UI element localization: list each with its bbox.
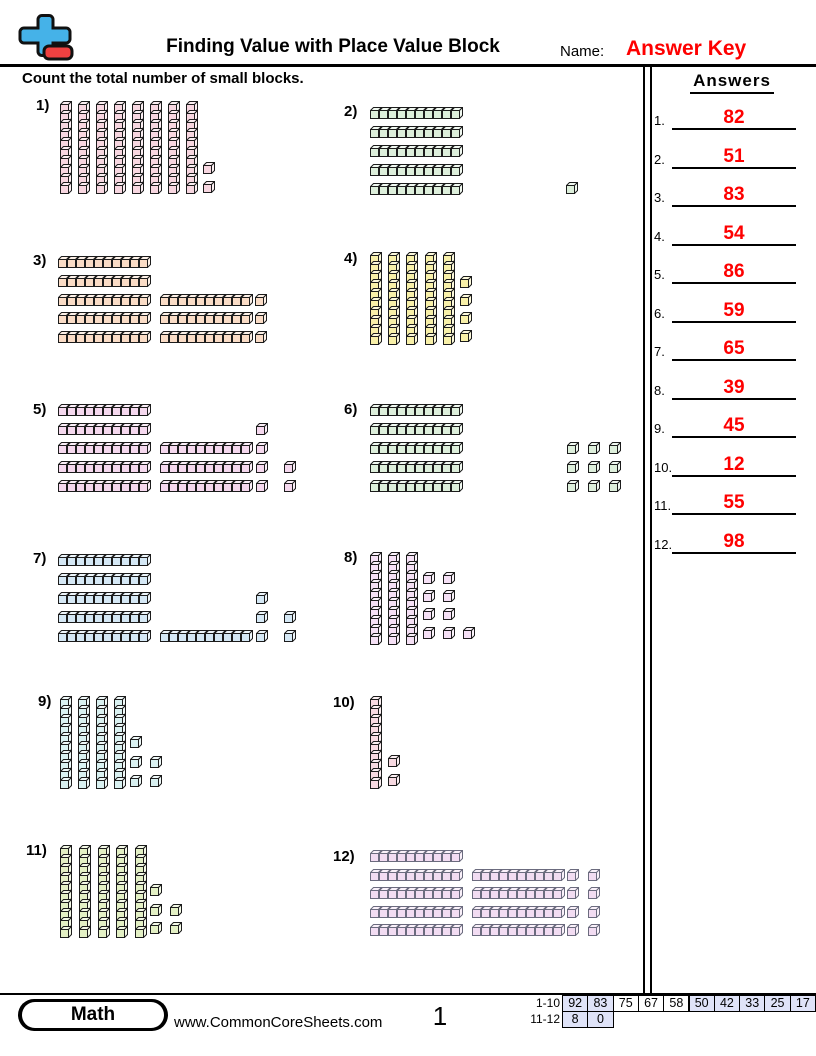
ones-cube: [460, 294, 472, 306]
ones-cube: [284, 480, 296, 492]
answer-row-7: [654, 333, 796, 361]
answer-value: 45: [723, 415, 745, 436]
answer-number: 7.: [654, 344, 665, 359]
answer-value: 82: [723, 107, 745, 128]
answer-row-6: [654, 295, 796, 323]
tens-rod: [116, 845, 128, 938]
ones-cube: [423, 608, 435, 620]
tens-rod: [160, 461, 253, 473]
ones-cube: [130, 756, 142, 768]
tens-rod: [58, 404, 151, 416]
ones-cube: [256, 630, 268, 642]
tens-rod: [370, 164, 463, 176]
tens-rod: [388, 252, 400, 345]
tens-rod: [78, 696, 90, 789]
ones-cube: [130, 775, 142, 787]
problem-number: 3): [33, 252, 47, 269]
ones-cube: [443, 627, 455, 639]
ones-cube: [150, 775, 162, 787]
answer-value: 51: [723, 145, 745, 167]
tens-rod: [60, 845, 72, 938]
tens-rod: [114, 696, 126, 789]
tens-rod: [370, 404, 463, 416]
tens-rod: [160, 294, 253, 306]
ones-cube: [150, 922, 162, 934]
tens-rod: [370, 850, 463, 862]
tens-rod: [370, 906, 463, 918]
tens-rod: [58, 461, 151, 473]
ones-cube: [567, 906, 579, 918]
tens-rod: [370, 887, 463, 899]
score-row-label: 11-12: [530, 1012, 560, 1026]
tens-rod: [160, 312, 253, 324]
score-cell: 83: [587, 995, 613, 1012]
answer-value: 65: [723, 338, 745, 359]
tens-rod: [58, 611, 151, 623]
tens-rod: [443, 252, 455, 345]
tens-rod: [58, 592, 151, 604]
ones-cube: [443, 590, 455, 602]
answer-value: 54: [723, 222, 745, 244]
ones-cube: [170, 904, 182, 916]
plus-minus-logo: [16, 14, 78, 67]
tens-rod: [370, 461, 463, 473]
ones-cube: [388, 755, 400, 767]
ones-cube: [284, 611, 296, 623]
ones-cube: [460, 330, 472, 342]
answer-value: 55: [723, 492, 745, 513]
ones-cube: [463, 627, 475, 639]
ones-cube: [443, 572, 455, 584]
tens-rod: [472, 924, 565, 936]
tens-rod: [160, 331, 253, 343]
problem-number: 11): [26, 842, 47, 859]
tens-rod: [58, 554, 151, 566]
tens-rod: [58, 275, 151, 287]
answer-number: 1.: [654, 113, 665, 128]
answer-number: 3.: [654, 190, 665, 205]
ones-cube: [256, 480, 268, 492]
ones-cube: [567, 887, 579, 899]
ones-cube: [255, 312, 267, 324]
tens-rod: [135, 845, 147, 938]
tens-rod: [160, 442, 253, 454]
problem-number: 5): [33, 401, 47, 418]
problem-number: 1): [36, 97, 50, 114]
tens-rod: [406, 252, 418, 345]
ones-cube: [588, 442, 600, 454]
score-cell: 42: [714, 995, 740, 1012]
ones-cube: [388, 774, 400, 786]
problem-number: 9): [38, 693, 52, 710]
tens-rod: [370, 423, 463, 435]
tens-rod: [370, 145, 463, 157]
answers-heading: Answers: [652, 71, 812, 94]
answer-row-10: [654, 449, 796, 477]
tens-rod: [58, 294, 151, 306]
tens-rod: [472, 869, 565, 881]
tens-rod: [150, 101, 162, 194]
ones-cube: [256, 592, 268, 604]
ones-cube: [443, 608, 455, 620]
answer-row-4: [654, 218, 796, 246]
tens-rod: [370, 924, 463, 936]
score-cell: 67: [638, 995, 664, 1012]
ones-cube: [567, 461, 579, 473]
answer-number: 8.: [654, 382, 665, 398]
answer-number: 2.: [654, 151, 665, 167]
problem-number: 12): [333, 848, 355, 865]
answer-value: 39: [723, 376, 745, 398]
answer-row-11: [654, 487, 796, 515]
ones-cube: [150, 756, 162, 768]
answer-row-8: [654, 372, 796, 400]
ones-cube: [423, 590, 435, 602]
ones-cube: [588, 461, 600, 473]
answers-divider: [643, 67, 652, 993]
score-cell: 92: [562, 995, 588, 1012]
tens-rod: [370, 252, 382, 345]
ones-cube: [150, 904, 162, 916]
answer-value: 86: [723, 261, 745, 282]
ones-cube: [588, 480, 600, 492]
tens-rod: [60, 101, 72, 194]
problem-number: 6): [344, 401, 358, 418]
ones-cube: [256, 423, 268, 435]
answer-row-1: [654, 102, 796, 130]
problem-number: 4): [344, 250, 358, 267]
problem-number: 2): [344, 103, 358, 120]
ones-cube: [567, 869, 579, 881]
ones-cube: [284, 461, 296, 473]
ones-cube: [255, 331, 267, 343]
tens-rod: [60, 696, 72, 789]
answer-value: 83: [723, 184, 745, 205]
header-rule: [0, 64, 816, 67]
ones-cube: [588, 887, 600, 899]
tens-rod: [370, 183, 463, 195]
answer-number: 5.: [654, 267, 665, 282]
answer-row-12: [654, 526, 796, 554]
problem-number: 8): [344, 549, 358, 566]
ones-cube: [423, 627, 435, 639]
ones-cube: [567, 480, 579, 492]
ones-cube: [609, 442, 621, 454]
ones-cube: [567, 924, 579, 936]
score-cell: 17: [790, 995, 816, 1012]
tens-rod: [186, 101, 198, 194]
website-text: www.CommonCoreSheets.com: [174, 1014, 383, 1031]
ones-cube: [256, 442, 268, 454]
tens-rod: [370, 696, 382, 789]
score-row-label: 1-10: [535, 996, 560, 1010]
tens-rod: [114, 101, 126, 194]
ones-cube: [170, 922, 182, 934]
tens-rod: [168, 101, 180, 194]
tens-rod: [406, 552, 418, 645]
answer-row-3: [654, 179, 796, 207]
ones-cube: [566, 182, 578, 194]
problem-number: 10): [333, 694, 355, 711]
tens-rod: [58, 312, 151, 324]
name-label: Name:: [560, 43, 605, 60]
answer-value: 98: [723, 530, 745, 552]
ones-cube: [150, 884, 162, 896]
tens-rod: [58, 423, 151, 435]
ones-cube: [203, 181, 215, 193]
ones-cube: [255, 294, 267, 306]
answer-number: 6.: [654, 305, 665, 321]
tens-rod: [370, 442, 463, 454]
answer-value: 12: [723, 453, 745, 475]
page-number: 1: [432, 1001, 448, 1031]
ones-cube: [609, 461, 621, 473]
ones-cube: [284, 630, 296, 642]
tens-rod: [370, 552, 382, 645]
answer-number: 11.: [654, 498, 672, 513]
subject-badge: [18, 999, 168, 1031]
ones-cube: [567, 442, 579, 454]
tens-rod: [132, 101, 144, 194]
score-cell: 0: [587, 1011, 613, 1028]
answer-number: 10.: [654, 459, 673, 475]
ones-cube: [460, 276, 472, 288]
answer-number: 12.: [654, 536, 673, 552]
tens-rod: [370, 107, 463, 119]
answer-key-text: Answer Key: [626, 37, 747, 60]
ones-cube: [588, 906, 600, 918]
ones-cube: [588, 869, 600, 881]
ones-cube: [588, 924, 600, 936]
ones-cube: [256, 611, 268, 623]
ones-cube: [609, 480, 621, 492]
score-cell: 58: [663, 995, 689, 1012]
tens-rod: [58, 331, 151, 343]
ones-cube: [203, 162, 215, 174]
tens-rod: [96, 101, 108, 194]
problem-number: 7): [33, 550, 47, 567]
tens-rod: [58, 442, 151, 454]
logo-minus-bar: [44, 46, 72, 59]
score-cell: 33: [739, 995, 765, 1012]
score-cell: 50: [689, 995, 715, 1012]
tens-rod: [472, 887, 565, 899]
answer-value: 59: [723, 299, 745, 321]
tens-rod: [370, 869, 463, 881]
answer-row-2: [654, 141, 796, 169]
tens-rod: [79, 845, 91, 938]
instruction-text: Count the total number of small blocks.: [22, 70, 304, 87]
tens-rod: [58, 256, 151, 268]
tens-rod: [58, 630, 151, 642]
tens-rod: [388, 552, 400, 645]
subject-badge-label: Math: [22, 1002, 164, 1028]
tens-rod: [160, 630, 253, 642]
ones-cube: [460, 312, 472, 324]
tens-rod: [425, 252, 437, 345]
page-title: Finding Value with Place Value Block: [166, 36, 500, 57]
score-cell: 8: [562, 1011, 588, 1028]
tens-rod: [58, 480, 151, 492]
tens-rod: [370, 126, 463, 138]
ones-cube: [130, 736, 142, 748]
score-cell: 25: [764, 995, 790, 1012]
tens-rod: [98, 845, 110, 938]
tens-rod: [96, 696, 108, 789]
ones-cube: [256, 461, 268, 473]
tens-rod: [472, 906, 565, 918]
tens-rod: [370, 480, 463, 492]
answer-number: 9.: [654, 421, 665, 436]
answer-row-9: [654, 410, 796, 438]
ones-cube: [423, 572, 435, 584]
tens-rod: [58, 573, 151, 585]
answer-row-5: [654, 256, 796, 284]
tens-rod: [78, 101, 90, 194]
answer-number: 4.: [654, 228, 665, 244]
tens-rod: [160, 480, 253, 492]
score-cell: 75: [613, 995, 639, 1012]
